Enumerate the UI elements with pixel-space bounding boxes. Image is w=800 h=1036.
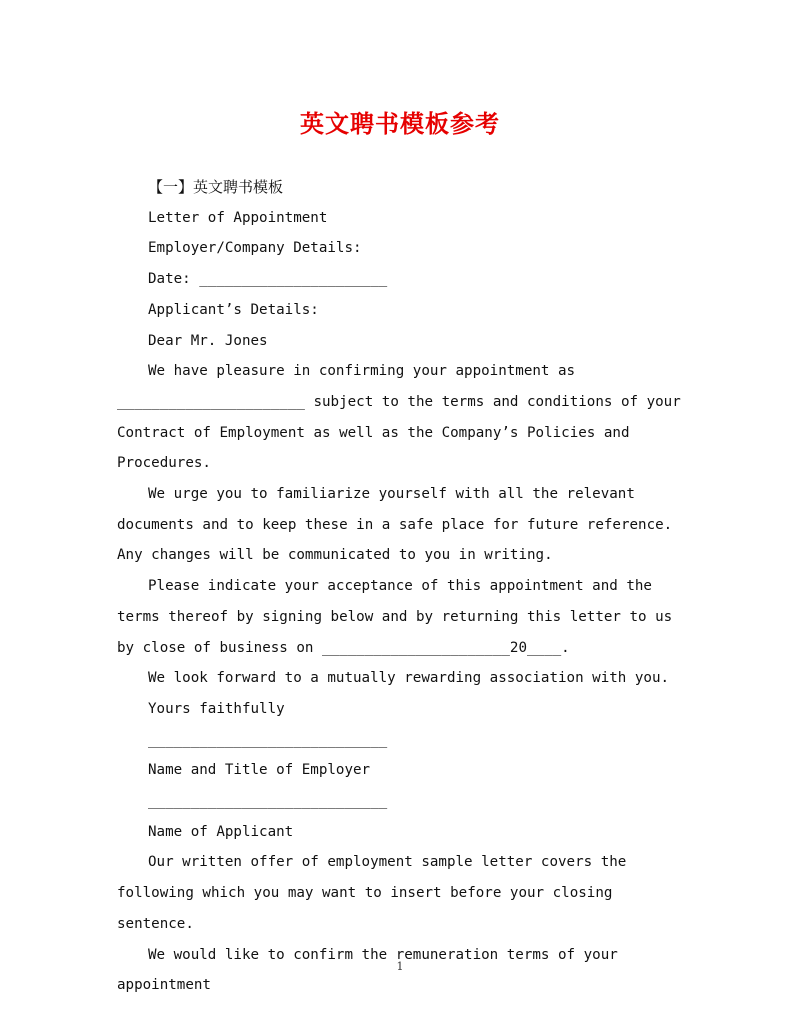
body-paragraph: Our written offer of employment sample letter covers the following which you may want to insert before your closing sentence.	[117, 854, 635, 932]
employer-details-label: Employer/Company Details:	[148, 240, 362, 257]
document-body	[117, 172, 690, 1001]
letter-subject: Letter of Appointment	[148, 209, 328, 226]
document-title: 英文聘书模板参考	[300, 109, 500, 138]
signature-label-applicant: Name of Applicant	[148, 823, 294, 840]
salutation: Dear Mr. Jones	[148, 332, 268, 349]
section-heading: 【一】英文聘书模板	[148, 178, 284, 196]
signature-label-employer: Name and Title of Employer	[148, 762, 371, 779]
body-paragraph: We look forward to a mutually rewarding association with you.	[148, 670, 670, 687]
signature-line: ____________________________	[148, 793, 388, 810]
date-line: Date: ______________________	[148, 271, 388, 288]
body-paragraph: Please indicate your acceptance of this appointment and the terms thereof by signing below and by returning this letter to us by close of business on ______________________20____.	[117, 578, 681, 656]
closing: Yours faithfully	[148, 700, 285, 717]
signature-line: ____________________________	[148, 731, 388, 748]
body-paragraph: We would like to confirm the remuneration terms of your appointment	[117, 946, 627, 994]
page-number: 1	[396, 960, 404, 973]
applicant-details-label: Applicant’s Details:	[148, 301, 319, 318]
body-paragraph: We urge you to familiarize yourself with all the relevant documents and to keep these in a safe place for future reference. Any changes will be communicated to you in writing.	[117, 486, 681, 564]
body-paragraph: We have pleasure in confirming your appointment as ______________________ subject to the terms and conditions of your Contract of Employment as well as the Company’s Policies and Procedures.	[117, 363, 690, 472]
